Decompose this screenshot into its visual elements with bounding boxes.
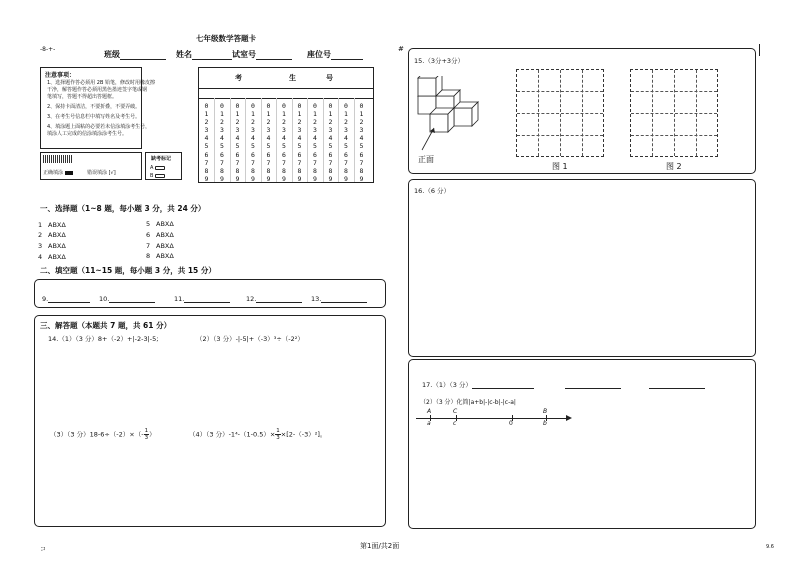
filled-box-icon (65, 171, 73, 175)
exam-digit-column[interactable] (326, 102, 335, 183)
barcode-strip (43, 155, 73, 163)
exam-digit[interactable]: 3 (282, 126, 286, 135)
exam-digit[interactable]: 7 (297, 158, 302, 167)
exam-digit-column[interactable] (311, 102, 320, 183)
section1-heading: 一、选择题（1~8 题，每小题 3 分，共 24 分） (40, 204, 206, 213)
exam-digit[interactable]: 4 (297, 134, 302, 143)
exam-digit[interactable]: 4 (204, 134, 209, 143)
note-line: 填涂人工完成的信涂填涂涂考生号。 (47, 131, 128, 137)
exam-digit[interactable]: 2 (235, 118, 240, 127)
exam-digit-column[interactable] (264, 102, 273, 183)
exam-digit[interactable]: 8 (251, 166, 255, 175)
exam-digit[interactable]: 6 (251, 150, 255, 159)
exam-digit[interactable]: 2 (251, 118, 255, 127)
grid-figure-2[interactable] (630, 69, 718, 157)
exam-digit[interactable]: 2 (282, 118, 286, 127)
exam-digit[interactable]: 3 (328, 126, 333, 135)
column-divider (245, 98, 246, 182)
column-divider (307, 98, 308, 182)
exam-digit[interactable]: 8 (204, 166, 209, 175)
exam-digit[interactable]: 5 (359, 142, 364, 151)
blank-field[interactable]: 13. (311, 294, 367, 303)
exam-digit[interactable]: 7 (235, 158, 240, 167)
q17-part1: 17.（1）（3 分） (422, 380, 534, 389)
exam-digit-column[interactable] (295, 102, 304, 183)
name-label: 姓名 (176, 50, 192, 59)
exam-digit[interactable]: 1 (266, 110, 271, 119)
fill-example-box (40, 152, 142, 180)
cube-face (418, 78, 436, 96)
mc-question[interactable]: 5 ABXΔ (146, 220, 174, 228)
exam-digit[interactable]: 1 (359, 110, 364, 119)
exam-digit[interactable]: 6 (344, 150, 348, 159)
exam-digit-column[interactable] (280, 102, 289, 183)
q17-part2: （2）（3 分）化简|a+b|-|c-b|-|c-a| (420, 399, 516, 406)
exam-digit[interactable]: 4 (344, 134, 348, 143)
grid-figure-1[interactable] (516, 69, 604, 157)
exam-digit[interactable]: 9 (204, 174, 209, 183)
q14-answer-box[interactable] (34, 315, 386, 527)
column-divider (230, 98, 231, 182)
exam-digit[interactable]: 8 (220, 166, 224, 175)
exam-digit[interactable]: 6 (235, 150, 240, 159)
exam-digit[interactable]: 4 (328, 134, 333, 143)
exam-digit[interactable]: 6 (204, 150, 209, 159)
note-line: 1、选择题作答必须用 2B 铅笔，修改时用橡皮擦 (47, 80, 155, 86)
exam-digit[interactable]: 0 (297, 102, 302, 110)
exam-digit[interactable]: 1 (204, 110, 209, 119)
column-divider (292, 98, 293, 182)
exam-number-box (198, 67, 374, 183)
exam-digit[interactable]: 8 (344, 166, 348, 175)
exam-digit[interactable]: 9 (297, 174, 302, 183)
mc-question[interactable]: 8 ABXΔ (146, 252, 174, 260)
column-divider (323, 98, 324, 182)
exam-digit[interactable]: 5 (251, 142, 255, 151)
column-divider (354, 98, 355, 182)
blank-field[interactable]: 9. (42, 294, 90, 303)
mc-question[interactable]: 4 ABXΔ (38, 253, 66, 261)
class-field[interactable] (104, 49, 166, 60)
exam-digit[interactable]: 8 (235, 166, 240, 175)
exam-digit[interactable]: 7 (204, 158, 209, 167)
exam-digit[interactable]: 5 (266, 142, 271, 151)
fig1-caption: 图 1 (552, 162, 568, 171)
exam-digit[interactable]: 0 (220, 102, 224, 110)
q17-blank[interactable] (565, 388, 621, 389)
exam-digit[interactable]: 1 (297, 110, 302, 119)
exam-digit[interactable]: 7 (313, 158, 317, 167)
wrong-marks: [√] (108, 170, 116, 176)
absent-title: 缺考标记 (151, 156, 172, 162)
exam-digit[interactable]: 7 (282, 158, 286, 167)
exam-digit[interactable]: 1 (328, 110, 333, 119)
exam-digit[interactable]: 1 (220, 110, 224, 119)
point-label-top: B (543, 408, 548, 415)
exam-digit[interactable]: 6 (220, 150, 224, 159)
page-title: 七年级数学答题卡 (196, 34, 256, 43)
class-label: 班级 (104, 50, 120, 59)
q14-part1: 14.（1）（3 分）8+（-2）+|-2-3|-5; (48, 335, 159, 343)
exam-digit-column[interactable] (357, 102, 366, 183)
correct-fill-example: 正确填涂 (43, 169, 73, 176)
column-divider (338, 98, 339, 182)
exam-digit[interactable]: 4 (313, 134, 317, 143)
exam-digit[interactable]: 0 (328, 102, 333, 110)
exam-digit[interactable]: 3 (313, 126, 317, 135)
exam-digit[interactable]: 9 (266, 174, 271, 183)
exam-label-char: 号 (326, 74, 333, 82)
page-footer: 第1面/共2面 (360, 542, 400, 550)
exam-digit[interactable]: 5 (282, 142, 286, 151)
exam-digit[interactable]: 9 (328, 174, 333, 183)
exam-digit[interactable]: 2 (266, 118, 271, 127)
footer-right-mark: 9.6 (766, 544, 774, 550)
exam-digit[interactable]: 9 (282, 174, 286, 183)
exam-digit[interactable]: 0 (313, 102, 317, 110)
corner-mark: -8-+- (40, 46, 56, 53)
exam-digit[interactable]: 5 (204, 142, 209, 151)
exam-label-char: 考 (235, 74, 242, 82)
mc-question[interactable]: 3 ABXΔ (38, 242, 66, 250)
exam-digit[interactable]: 9 (235, 174, 240, 183)
right-edge-mark (759, 44, 760, 56)
number-line-arrow-icon (566, 415, 572, 421)
exam-digit[interactable]: 1 (282, 110, 286, 119)
exam-digit[interactable]: 3 (204, 126, 209, 135)
exam-digit[interactable]: 0 (251, 102, 255, 110)
notes-title: 注意事项： (45, 72, 76, 79)
exam-digit-column[interactable] (233, 102, 242, 183)
point-label-bottom: c (453, 420, 457, 427)
absent-box (145, 152, 182, 180)
exam-digit[interactable]: 3 (235, 126, 240, 135)
exam-digit[interactable]: 4 (359, 134, 364, 143)
exam-digit[interactable]: 6 (359, 150, 364, 159)
exam-digit[interactable]: 8 (359, 166, 364, 175)
room-field[interactable] (232, 49, 292, 60)
top-mid-mark: # (398, 45, 404, 53)
mc-question[interactable]: 2 ABXΔ (38, 231, 66, 239)
exam-digit[interactable]: 4 (266, 134, 271, 143)
exam-digit[interactable]: 0 (359, 102, 364, 110)
exam-digit[interactable]: 1 (235, 110, 240, 119)
exam-digit[interactable]: 7 (266, 158, 271, 167)
exam-digit[interactable]: 0 (344, 102, 348, 110)
exam-digit[interactable]: 1 (313, 110, 317, 119)
seat-label: 座位号 (307, 50, 331, 59)
q14-part4: （4）（3 分）-1⁴-（1-0.5）× $\frac{1}{3}$ ×[2-（-3）²]。 (189, 428, 327, 441)
exam-digit[interactable]: 7 (328, 158, 333, 167)
note-line: 3、在考生号信息栏中填写姓名及考生号。 (47, 114, 141, 120)
exam-digit[interactable]: 0 (204, 102, 209, 110)
exam-digit[interactable]: 8 (313, 166, 317, 175)
exam-digit[interactable]: 7 (359, 158, 364, 167)
exam-digit[interactable]: 3 (251, 126, 255, 135)
exam-digit[interactable]: 0 (235, 102, 240, 110)
mc-question[interactable]: 7 ABXΔ (146, 242, 174, 250)
exam-digit[interactable]: 3 (344, 126, 348, 135)
mc-question[interactable]: 1 ABXΔ (38, 221, 66, 229)
q16-label: 16.（6 分） (414, 187, 451, 195)
footer-left-mark: コ (40, 546, 47, 553)
exam-digit[interactable]: 8 (282, 166, 286, 175)
point-label-top: A (427, 408, 432, 415)
exam-digit[interactable]: 5 (220, 142, 224, 151)
exam-digit[interactable]: 4 (235, 134, 240, 143)
exam-digit[interactable]: 5 (235, 142, 240, 151)
exam-digit-column[interactable] (202, 102, 211, 183)
exam-digit[interactable]: 4 (220, 134, 224, 143)
notes-box (40, 67, 155, 149)
exam-digit[interactable]: 9 (344, 174, 348, 183)
exam-digit[interactable]: 1 (344, 110, 348, 119)
exam-digit[interactable]: 4 (282, 134, 286, 143)
blank-field[interactable]: 11. (174, 294, 230, 303)
exam-digit[interactable]: 2 (297, 118, 302, 127)
exam-digit[interactable]: 2 (220, 118, 224, 127)
point-label-top: C (453, 408, 458, 415)
exam-digit[interactable]: 7 (344, 158, 348, 167)
fraction: $\frac{1}{3}$ (144, 428, 149, 441)
fraction: $\frac{1}{3}$ (276, 428, 280, 441)
exam-digit[interactable]: 2 (313, 118, 317, 127)
exam-digit[interactable]: 9 (359, 174, 364, 183)
blank-field[interactable]: 12. (246, 294, 302, 303)
exam-digit[interactable]: 3 (297, 126, 302, 135)
exam-digit[interactable]: 9 (220, 174, 224, 183)
exam-digit[interactable]: 4 (251, 134, 255, 143)
blank-field[interactable]: 10. (99, 294, 155, 303)
seat-field[interactable] (307, 49, 363, 60)
exam-digit[interactable]: 5 (328, 142, 333, 151)
exam-digit[interactable]: 6 (282, 150, 286, 159)
exam-digit[interactable]: 7 (251, 158, 255, 167)
wrong-fill-example: 错误填涂 [√] (87, 170, 116, 176)
exam-digit[interactable]: 8 (297, 166, 302, 175)
note-line: 4、填涂题上面粘的必要若未信涂填涂考生号， (47, 124, 151, 130)
exam-digit-column[interactable] (342, 102, 351, 183)
section3-heading: 三、解答题（本题共 7 题，共 61 分） (40, 321, 172, 330)
note-line: 2、保持卡面清洁，不要折叠，不要弄破。 (47, 104, 141, 110)
exam-label-char: 生 (289, 74, 296, 82)
exam-digit[interactable]: 8 (328, 166, 333, 175)
exam-digit[interactable]: 9 (251, 174, 255, 183)
exam-digit[interactable]: 1 (251, 110, 255, 119)
room-label: 试室号 (232, 50, 256, 59)
exam-digit[interactable]: 6 (266, 150, 271, 159)
exam-digit[interactable]: 2 (359, 118, 364, 127)
note-line: 干净，解答题作答必须用黑色墨迹签字笔或钢 (47, 87, 148, 93)
exam-digit[interactable]: 3 (359, 126, 364, 135)
exam-digit[interactable]: 3 (266, 126, 271, 135)
exam-digit[interactable]: 6 (297, 150, 302, 159)
absent-option-a[interactable]: A (150, 165, 165, 171)
exam-digit[interactable]: 2 (344, 118, 348, 127)
exam-digit[interactable]: 3 (220, 126, 224, 135)
name-field[interactable] (176, 49, 232, 60)
q14-part2: （2）（3 分）-|-5|+（-3）³÷（-2²） (196, 335, 304, 343)
column-divider (261, 98, 262, 182)
exam-digit[interactable]: 5 (344, 142, 348, 151)
exam-digit[interactable]: 5 (297, 142, 302, 151)
point-label-bottom: a (427, 420, 431, 427)
q16-answer-box[interactable] (408, 179, 756, 357)
exam-digit[interactable]: 2 (328, 118, 333, 127)
exam-digit-column[interactable] (218, 102, 227, 183)
absent-option-b[interactable]: B (150, 173, 165, 179)
q14-part3: （3）（3 分）18-6÷（-2）×（- $\frac{1}{3}$ ） (50, 428, 156, 441)
exam-digit[interactable]: 0 (266, 102, 271, 110)
fig2-caption: 图 2 (666, 162, 682, 171)
front-label: 正面 (418, 155, 434, 164)
cube-face (454, 108, 472, 126)
q17-blank[interactable] (649, 388, 705, 389)
exam-digit[interactable]: 0 (282, 102, 286, 110)
column-divider (276, 98, 277, 182)
exam-digit[interactable]: 7 (220, 158, 224, 167)
exam-digit[interactable]: 9 (313, 174, 317, 183)
exam-digit[interactable]: 2 (204, 118, 209, 127)
note-line: 笔填写，答题不得超出答题框。 (47, 94, 118, 100)
column-divider (214, 98, 215, 182)
q15-label: 15.（3分+3分） (414, 57, 465, 65)
exam-digit[interactable]: 6 (313, 150, 317, 159)
exam-digit[interactable]: 8 (266, 166, 271, 175)
exam-digit[interactable]: 6 (328, 150, 333, 159)
cube-figure (410, 76, 490, 166)
point-label-bottom: 0 (509, 420, 513, 427)
point-label-bottom: b (543, 420, 547, 427)
exam-digit[interactable]: 5 (313, 142, 317, 151)
exam-digit-column[interactable] (249, 102, 258, 183)
mc-question[interactable]: 6 ABXΔ (146, 231, 174, 239)
section2-heading: 二、填空题（11~15 题，每小题 3 分，共 15 分） (40, 266, 216, 275)
